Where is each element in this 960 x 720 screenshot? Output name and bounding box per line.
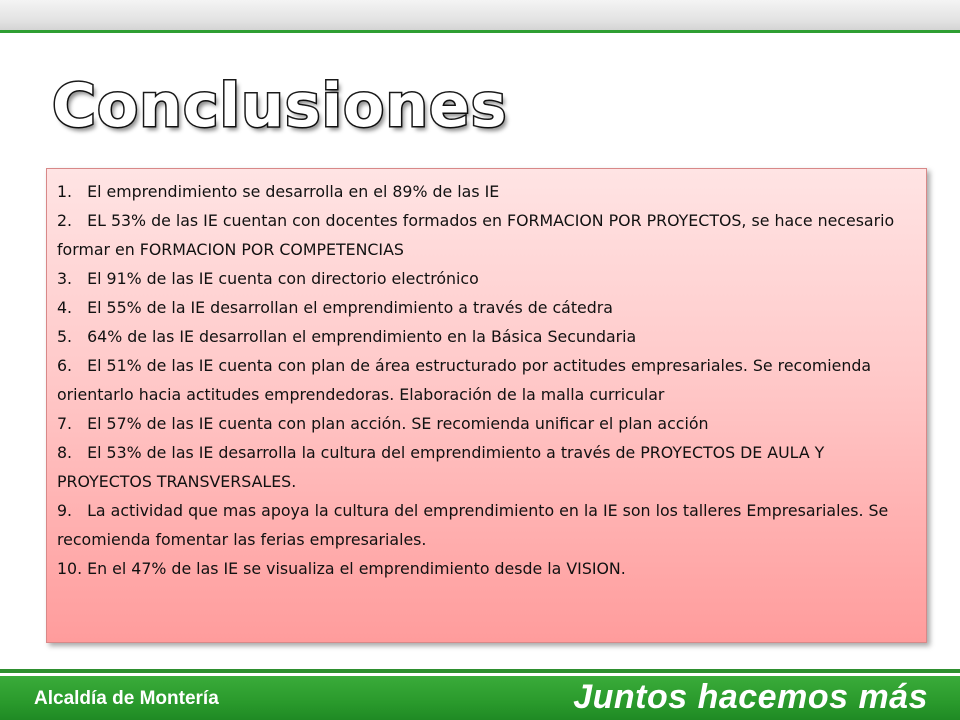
conclusion-item: 6. El 51% de las IE cuenta con plan de área estructurado por actitudes empresariales. Se recomienda orientarlo hacia actitudes emprendedoras. Elaboración de la malla curricular [57,356,872,404]
conclusion-item: 3. El 91% de las IE cuenta con directorio electrónico [57,269,479,288]
conclusion-item: 10. En el 47% de las IE se visualiza el emprendimiento desde la VISION. [57,559,626,578]
conclusion-item: 8. El 53% de las IE desarrolla la cultura del emprendimiento a través de PROYECTOS DE AULA Y PROYECTOS TRANSVERSALES. [57,443,825,491]
conclusion-item: 9. La actividad que mas apoya la cultura del emprendimiento en la IE son los talleres Empresariales. Se recomienda fomentar las ferias empresariales. [57,501,889,549]
header-band [0,0,960,30]
conclusion-item: 4. El 55% de la IE desarrollan el emprendimiento a través de cátedra [57,298,613,317]
footer-organization: Alcaldía de Montería [34,688,219,709]
conclusions-panel [46,168,927,643]
conclusion-item: 1. El emprendimiento se desarrolla en el 89% de las IE [57,182,500,201]
footer-band [0,676,960,720]
slide-title: Conclusiones [52,71,508,141]
conclusion-item: 5. 64% de las IE desarrollan el emprendimiento en la Básica Secundaria [57,327,637,346]
footer-slogan: Juntos hacemos más [573,678,928,716]
header-green-line [0,30,960,33]
conclusion-item: 7. El 57% de las IE cuenta con plan acción. SE recomienda unificar el plan acción [57,414,709,433]
conclusion-item: 2. EL 53% de las IE cuentan con docentes formados en FORMACION POR PROYECTOS, se hace necesario formar en FORMACION POR COMPETENCIAS [57,211,895,259]
